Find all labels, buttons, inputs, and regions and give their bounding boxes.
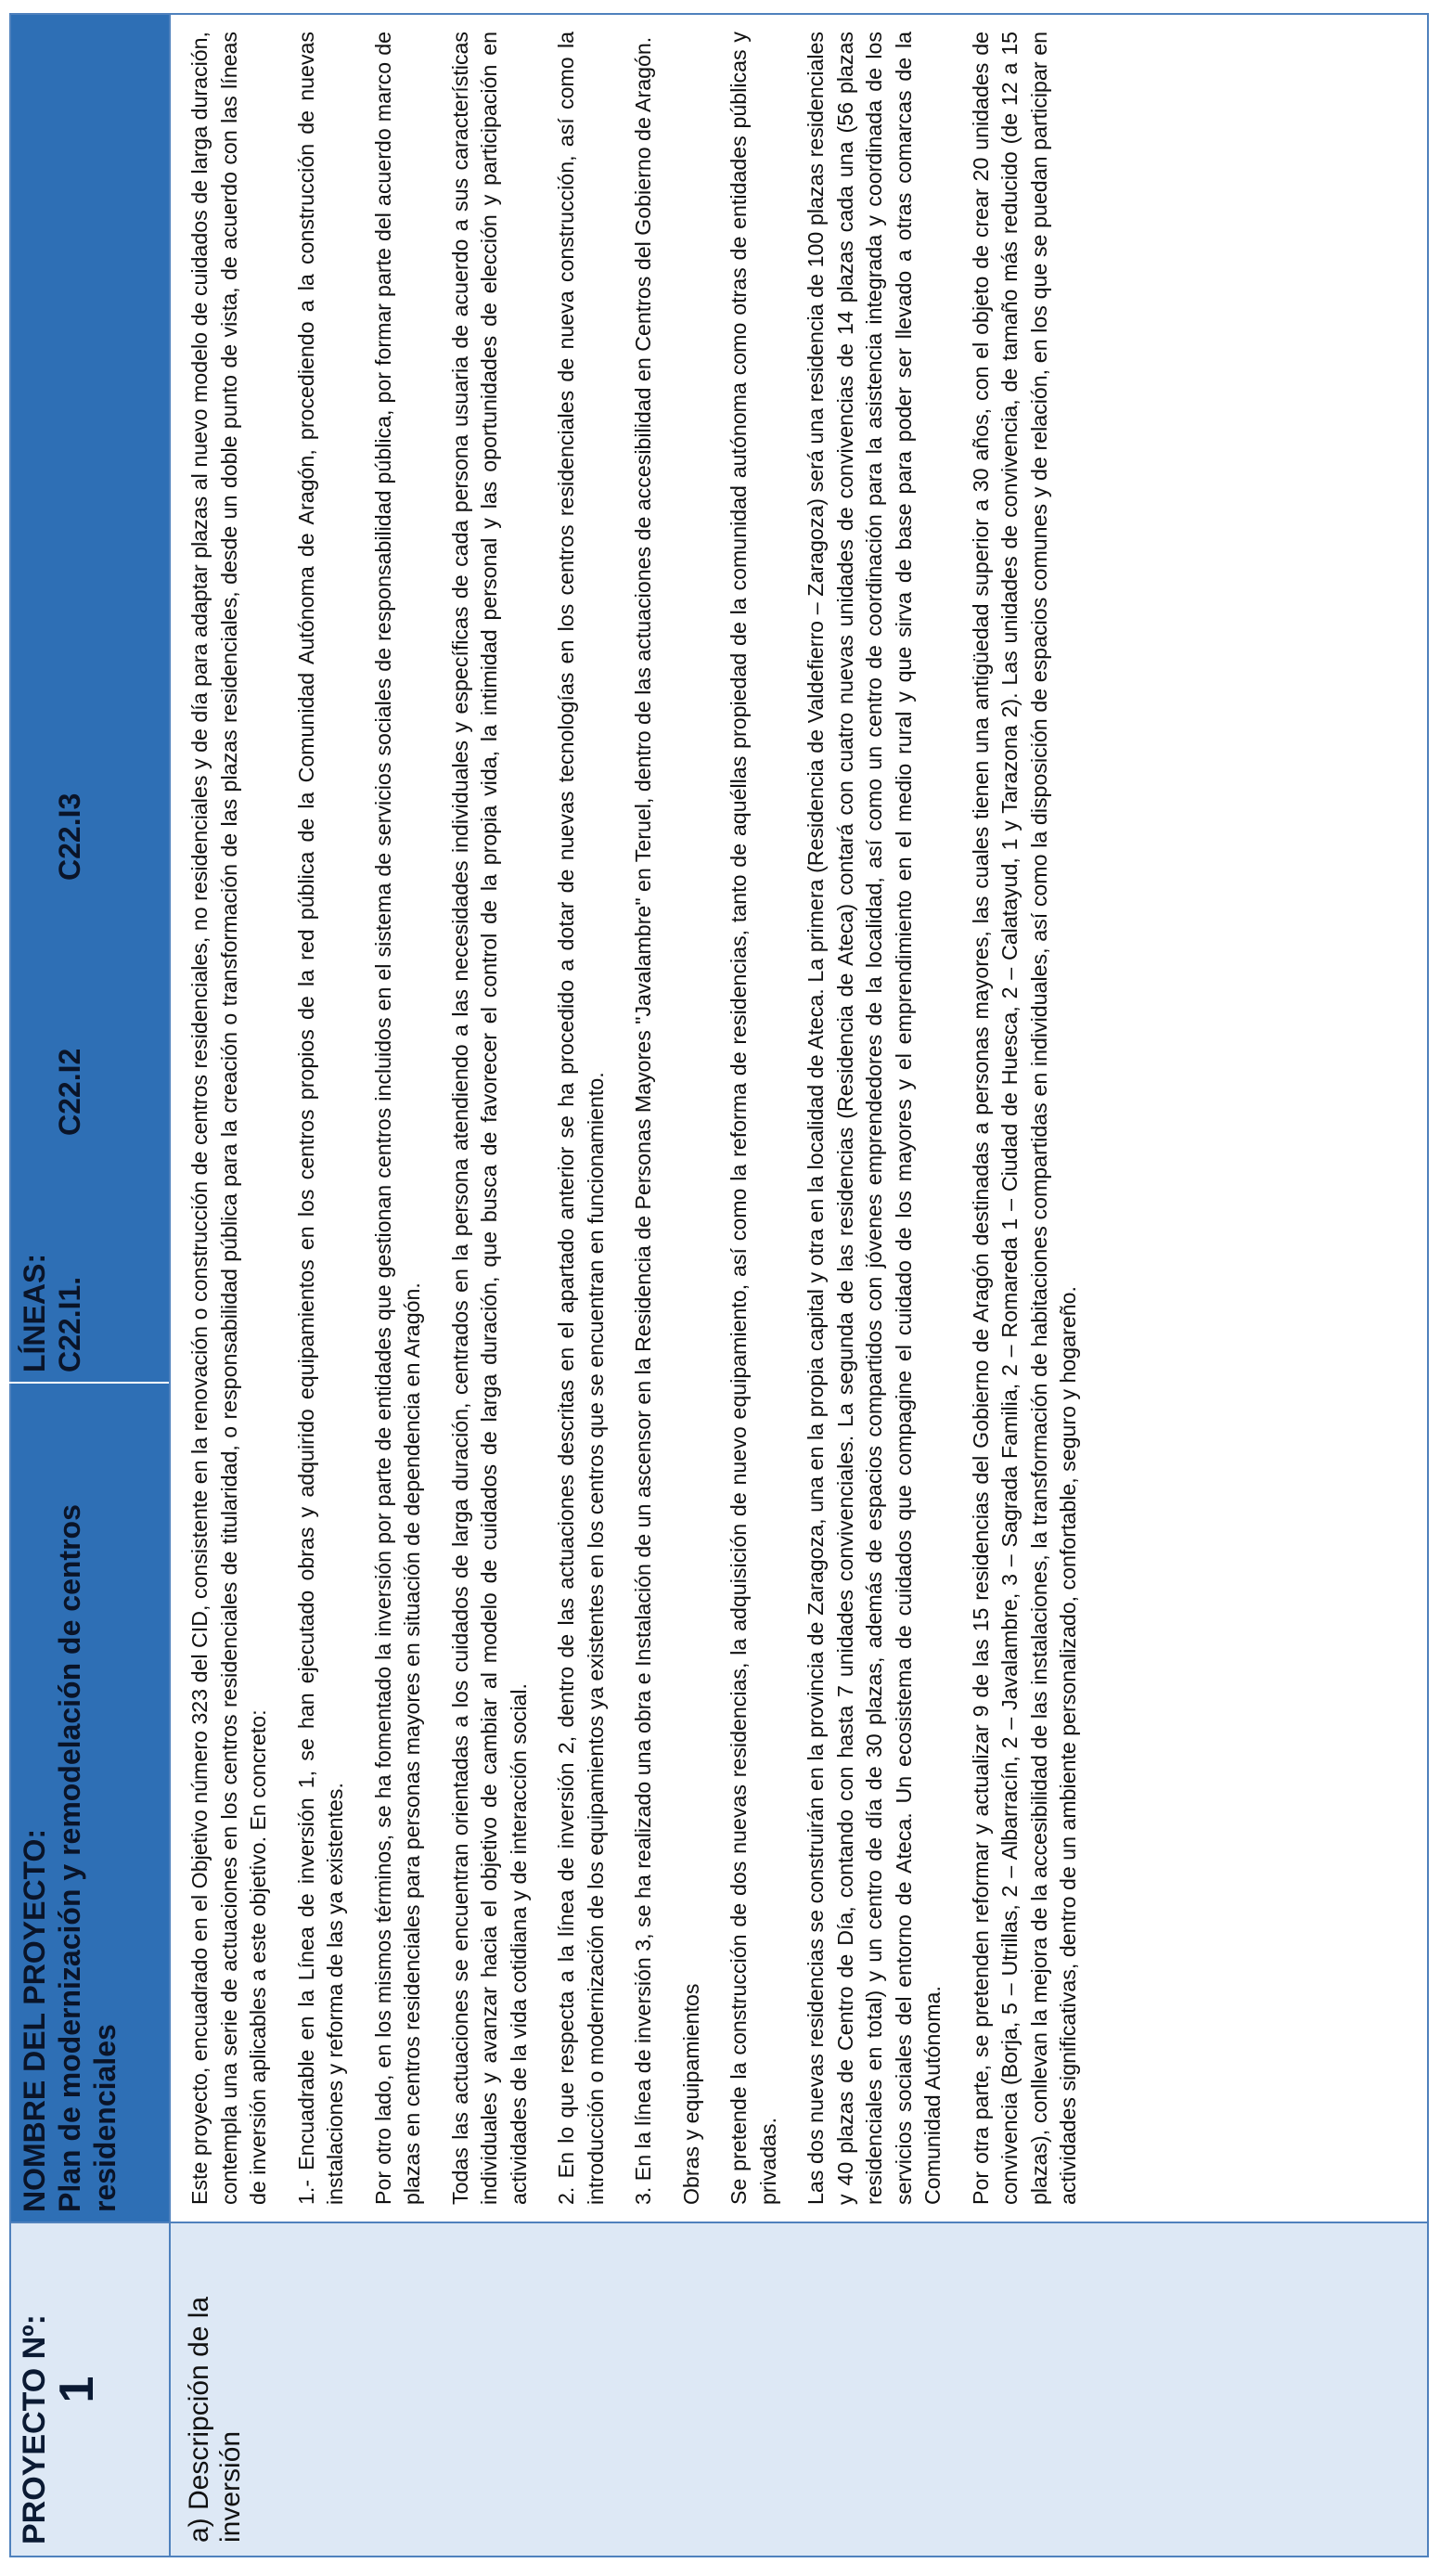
content-row [170,14,1428,2557]
lines-list [52,24,87,1372]
header-row [10,14,170,2557]
project-label: PROYECTO Nº: [17,2314,52,2544]
paragraph: Por otro lado, en los mismos términos, se ha fomentado la inversión por parte de entidades que gestionan centros incluidos en el sistema de servicios sociales de responsabilidad pública, por formar parte del acuerdo marco de plazas en centros residenciales para personas mayores en situación de dependencia en Aragón. [370,32,424,2205]
project-name-label: NOMBRE DEL PROYECTO: [18,1828,51,2212]
description-cell [170,14,1428,2222]
line-code: C22.I2 [53,1048,86,1136]
lines-label: LÍNEAS: [18,1254,51,1372]
paragraph: 1.- Encuadrable en la Línea de inversión 1, se han ejecutado obras y adquirido equipamientos en los centros propios de la red pública de la Comunidad Autónoma de Aragón, procediendo a la construcción de nuevas instalaciones y reforma de las ya existentes. [293,32,347,2205]
project-name-value: Plan de modernización y remodelación de centros residenciales [53,1504,122,2212]
line-code: C22.I3 [53,792,86,881]
rotated-document [9,15,1429,2557]
project-number: 1 [50,2376,104,2403]
paragraph: Se pretende la construcción de dos nuevas residencias, la adquisición de nuevo equipamiento, así como la reforma de residencias, tanto de aquéllas propiedad de la comunidad autónoma como otras de entidades públicas y privadas. [726,32,780,2205]
section-title: a) Descripción de la inversión [184,2296,246,2543]
project-table [9,13,1429,2557]
section-cell [170,2222,1428,2557]
lines-cell [10,14,170,1383]
paragraph: Las dos nuevas residencias se construirán en la provincia de Zaragoza, una en la propia capital y otra en la localidad de Ateca. La primera (Residencia de Valdefierro – Zaragoza) será una residencia de 100 plazas residenciales y 40 plazas de Centro de Día, contando con hasta 7 unidades convivenciales. La segunda de las residencias (Residencia de Ateca) contará con cuatro nuevas unidades de convivencias de 14 plazas cada una (56 plazas residenciales en total) y un centro de día de 30 plazas, además de espacios compartidos con jóvenes emprendedores de la localidad, así como un centro de coordinación para la asistencia integrada y coordinada de los servicios sociales del entorno de Ateca. Un ecosistema de cuidados que compagine el cuidado de los mayores y el emprendimiento en el medio rural y que sirva de base para poder ser llevado a otras comarcas de la Comunidad Autónoma. [804,32,945,2205]
paragraph-heading: Obras y equipamientos [678,1983,703,2205]
project-name-cell [10,1383,170,2222]
paragraph: Este proyecto, encuadrado en el Objetivo número 323 del CID, consistente en la renovación o construcción de centros residenciales, no residenciales y de día para adaptar plazas al nuevo modelo de cuidados de larga duración, contempla una serie de actuaciones en los centros residenciales de titularidad, o responsabilidad pública para la creación o transformación de las plazas residenciales, desde un doble punto de vista, de acuerdo con las líneas de inversión aplicables a este objetivo. En concreto: [187,32,270,2205]
paragraph: Todas las actuaciones se encuentran orientadas a los cuidados de larga duración, centrados en la persona atendiendo a las necesidades individuales y específicas de cada persona usuaria de acuerdo a sus características individuales y avanzar hacia el objetivo de cambiar al modelo de cuidados de larga duración, que busca de favorecer el control de la propia vida, la intimidad personal y las oportunidades de elección y participación en actividades de la vida cotidiana y de interacción social. [447,32,531,2205]
line-code: C22.I1. [53,1276,86,1372]
paragraph: 3. En la línea de inversión 3, se ha realizado una obra e Instalación de un ascensor en la Residencia de Personas Mayores "Javalambre" en Teruel, dentro de las actuaciones de accesibilidad en Centros del Gobierno de Aragón. [631,36,655,2205]
project-number-cell [10,2222,170,2557]
paragraph: Por otra parte, se pretenden reformar y actualizar 9 de las 15 residencias del Gobierno de Aragón destinadas a personas mayores, las cuales tienen una antigüedad superior a 30 años, con el objeto de crear 20 unidades de convivencia (Borja, 5 – Utrillas, 2 – Albarracín, 2 – Javalambre, 3 – Sagrada Familia, 2 – Romareda 1 – Ciudad de Huesca, 2 – Calatayud, 1 y Tarazona 2). Las unidades de convivencia, de tamaño más reducido (de 12 a 15 plazas), conllevan la mejora de la accesibilidad de las instalaciones, la transformación de habitaciones compartidas en individuales, así como la disposición de espacios comunes y de relación, en los que se puedan participar en actividades significativas, dentro de un ambiente personalizado, confortable, seguro y hogareño. [968,32,1080,2205]
paragraph: 2. En lo que respecta a la línea de inversión 2, dentro de las actuaciones descritas en el apartado anterior se ha procedido a dotar de nuevas tecnologías en los centros residenciales de nueva construcción, así como la introducción o modernización de los equipamientos ya existentes en los centros que se encuentran en funcionamiento. [554,32,608,2205]
